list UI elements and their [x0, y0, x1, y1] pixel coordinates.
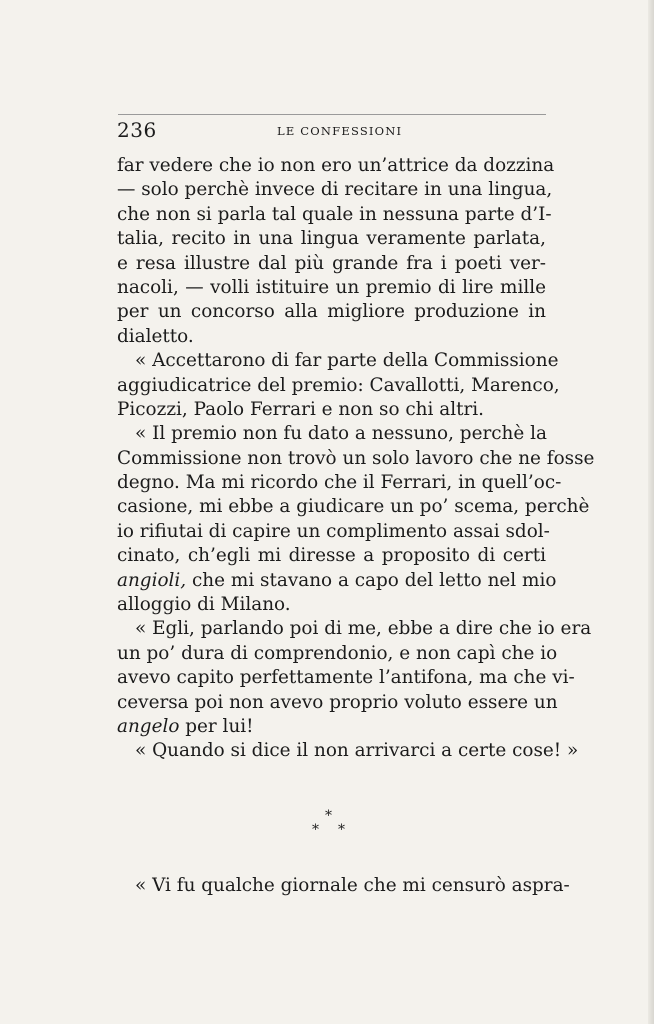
- text-line: Picozzi, Paolo Ferrari e non so chi altri.: [117, 398, 484, 420]
- text-line: Commissione non trovò un solo lavoro che ne fosse: [117, 447, 595, 469]
- text-line: io rifiutai di capire un complimento assai sdol-: [117, 520, 550, 542]
- page-edge-shadow: [648, 0, 654, 1024]
- body-text: [117, 154, 595, 764]
- text-line: talia, recito in una lingua veramente parlata,: [117, 228, 546, 250]
- section-break-asterism: [312, 808, 346, 848]
- text-line: aggiudicatrice del premio: Cavallotti, Marenco,: [117, 374, 560, 396]
- asterisk: *: [312, 822, 319, 838]
- text-line: e resa illustre dal più grande fra i poeti ver-: [117, 252, 546, 274]
- page-number: 236: [117, 118, 157, 142]
- italic-word: angioli,: [117, 569, 187, 591]
- text-line: [117, 569, 557, 593]
- text-line: « Egli, parlando poi di me, ebbe a dire che io era: [135, 618, 592, 640]
- text-line: nacoli, — volli istituire un premio di lire mille: [117, 276, 546, 298]
- text-line: — solo perchè invece di recitare in una lingua,: [117, 179, 553, 201]
- text-span: che mi stavano a capo del letto nel mio: [186, 569, 557, 591]
- text-line: cinato, ch’egli mi diresse a proposito di certi: [117, 545, 546, 567]
- body-text-continued: [117, 874, 570, 898]
- page-header: [117, 118, 548, 144]
- running-title: LE CONFESSIONI: [277, 124, 403, 138]
- text-line: alloggio di Milano.: [117, 594, 291, 616]
- text-line: dialetto.: [117, 325, 194, 347]
- text-line: far vedere che io non ero un’attrice da dozzina: [117, 155, 555, 176]
- italic-word: angelo: [117, 715, 180, 737]
- text-line: un po’ dura di comprendonio, e non capì che io: [117, 642, 558, 664]
- text-line: « Vi fu qualche giornale che mi censurò aspra-: [135, 875, 570, 896]
- text-line: casione, mi ebbe a giudicare un po’ scema, perchè: [117, 496, 590, 518]
- text-line: avevo capito perfettamente l’antifona, ma che vi-: [117, 667, 575, 689]
- text-line: [117, 715, 546, 739]
- text-line: « Quando si dice il non arrivarci a certe cose! »: [135, 740, 579, 762]
- text-span: per lui!: [179, 715, 254, 737]
- text-line: per un concorso alla migliore produzione in: [117, 301, 546, 323]
- text-line: « Il premio non fu dato a nessuno, perchè la: [135, 423, 547, 445]
- asterisk: *: [325, 808, 332, 824]
- text-line: che non si parla tal quale in nessuna parte d’I-: [117, 203, 552, 225]
- header-rule: [118, 114, 546, 115]
- asterisk: *: [338, 822, 345, 838]
- text-line: « Accettarono di far parte della Commissione: [135, 350, 559, 372]
- text-line: ceversa poi non avevo proprio voluto essere un: [117, 691, 558, 713]
- text-line: degno. Ma mi ricordo che il Ferrari, in quell’oc-: [117, 472, 562, 494]
